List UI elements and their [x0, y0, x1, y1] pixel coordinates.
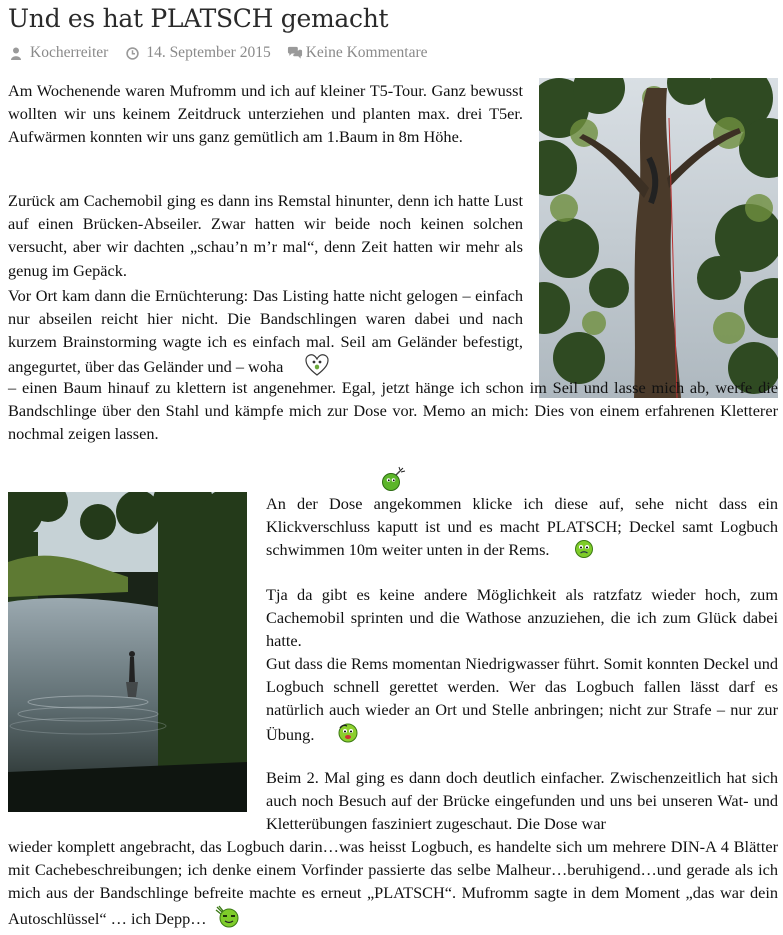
sad-smiley-icon [574, 539, 594, 565]
paragraph-3 [8, 284, 523, 382]
meta-date [124, 44, 270, 62]
paragraph-1: Am Wochenende waren Mufromm und ich auf kleiner T5-Tour. Ganz bewusst wollten wir uns keinem Zeitdruck unterziehen und planten max. drei T5er. Aufwärmen konnten wir uns ganz gemütlich am 1.Baum in 8m Höhe. [8, 81, 523, 147]
tree-photo [539, 78, 778, 398]
clock-icon [124, 45, 140, 61]
waving-smiley-icon [215, 905, 243, 935]
post-title[interactable]: Und es hat PLATSCH gemacht [8, 4, 389, 33]
paragraph-4-text: An der Dose angekommen klicke ich diese auf, sehe nicht dass ein Klickverschluss kaputt ist und es macht PLATSCH; Deckel samt Logbuch schwimmen 10m weiter unten in der Rems. [266, 494, 778, 560]
paragraph-6b-text: wieder komplett angebracht, das Logbuch darin…was heisst Logbuch, es handelte sich um mehrere DIN-A 4 Blätter mit Cachebeschreibungen; ich denke einem Vorfinder passierte das selbe Malheur…beruhigend…und gerade als ich mich aus der Bandschlinge befreite machte es erneut „PLATSCH“. Mufromm sagte in dem Moment „das war dein Autoschlüssel“ … ich Depp… [8, 837, 778, 928]
comments-link[interactable]: Keine Kommentare [305, 44, 428, 61]
paragraph-2: Zurück am Cachemobil ging es dann ins Remstal hinunter, denn ich hatte Lust auf einen Brücken-Abseiler. Zwar hatten wir beide noch keinen solchen versucht, aber wir dachten „schau’n m’r mal“, denn Zeit hatten wir mehr als genug im Gepäck. [8, 191, 523, 280]
paragraph-5a: Tja da gibt es keine andere Möglichkeit als ratzfatz wieder hoch, zum Cachemobil sprinten und die Wathose anzuziehen, die ich zum Glück dabei hatte. [266, 585, 778, 651]
paragraph-5b [266, 652, 778, 750]
user-icon [8, 45, 24, 61]
author-link[interactable]: Kocherreiter [30, 44, 109, 61]
bomb-smiley-icon [381, 466, 407, 492]
post-meta [8, 43, 444, 63]
paragraph-3-text-a: Vor Ort kam dann die Ernüchterung: Das Listing hatte nicht gelogen – einfach nur abseilen reicht hier nicht. Die Bandschlingen waren dabei und nach kurzem Brainstorming wagte ich es einfach mal. Seil am Geländer befestigt, angegurtet, über das Geländer und – woha [8, 286, 523, 376]
embarrassed-smiley-icon [336, 722, 360, 750]
comments-icon [287, 45, 303, 61]
paragraph-3b: – einen Baum hinauf zu klettern ist angenehmer. Egal, jetzt hänge ich schon im Seil und lasse mich ab, werfe die Bandschlinge über den Stahl und kämpfe mich zur Dose vor. Memo an mich: Dies von einem erfahrenen Kletterer nochmal zeigen lassen. [8, 378, 778, 444]
paragraph-5b-text: Gut dass die Rems momentan Niedrigwasser führt. Somit konnten Deckel und Logbuch schnell gerettet werden. Wer das Logbuch fallen lässt darf es natürlich auch wieder an Ort und Stelle anbringen; nicht zur Strafe – nur zur Übung. [266, 654, 778, 744]
paragraph-6a: Beim 2. Mal ging es dann doch deutlich einfacher. Zwischenzeitlich hat sich auch noch Besuch auf der Brücke eingefunden und uns bei unseren Wat- und Kletterübungen fasziniert zugeschaut. Die Dose war [266, 768, 778, 834]
date-link[interactable]: 14. September 2015 [146, 44, 271, 61]
paragraph-4 [266, 492, 778, 565]
meta-author [8, 44, 108, 62]
river-photo [8, 492, 247, 812]
meta-comments [287, 44, 428, 62]
paragraph-6b [8, 835, 778, 935]
